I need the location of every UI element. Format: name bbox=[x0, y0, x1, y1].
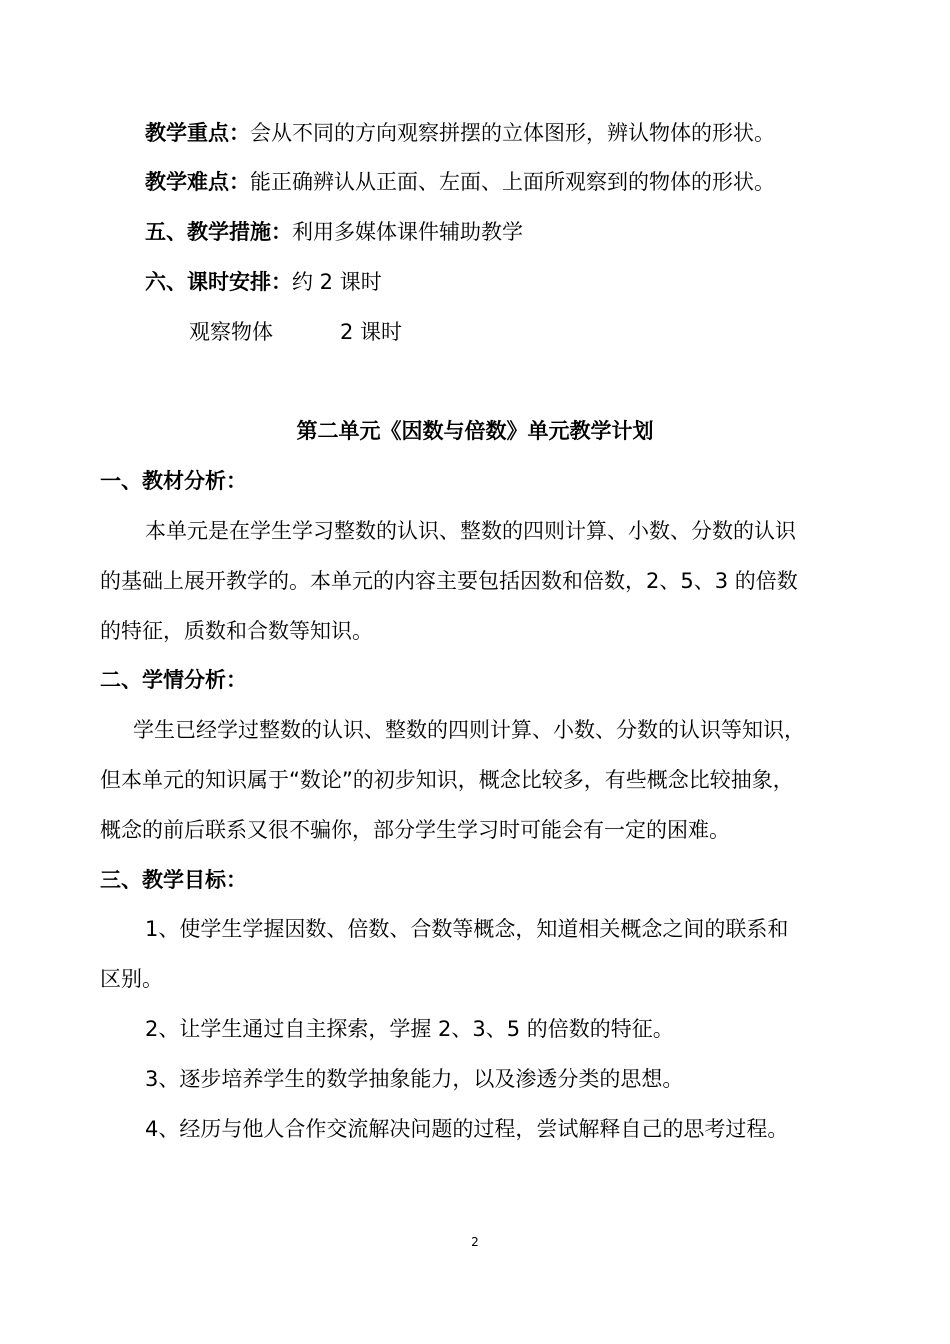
section-1-line-3: 的特征，质数和合数等知识。 bbox=[100, 619, 373, 643]
goal-4: 4、经历与他人合作交流解决问题的过程，尝试解释自己的思考过程。 bbox=[145, 1117, 789, 1141]
section-1-heading: 一、教材分析： bbox=[100, 469, 247, 493]
goal-3: 3、逐步培养学生的数学抽象能力，以及渗透分类的思想。 bbox=[145, 1067, 684, 1091]
difficulty-text: 能正确辨认从正面、左面、上面所观察到的物体的形状。 bbox=[250, 170, 775, 194]
measures-label: 五、教学措施： bbox=[145, 220, 292, 244]
section-2-line-3: 概念的前后联系又很不骗你，部分学生学习时可能会有一定的困难。 bbox=[100, 818, 730, 842]
schedule-label: 六、课时安排： bbox=[145, 270, 292, 294]
unit-title: 第二单元《因数与倍数》单元教学计划 bbox=[296, 419, 654, 443]
key-point-label: 教学重点： bbox=[145, 121, 250, 145]
schedule-item-hours: 2 课时 bbox=[340, 320, 403, 344]
difficulty-label: 教学难点： bbox=[145, 170, 250, 194]
measures-line bbox=[145, 217, 523, 247]
section-1-line-2: 的基础上展开教学的。本单元的内容主要包括因数和倍数，2、5、3 的倍数 bbox=[100, 569, 798, 593]
difficulty-line bbox=[145, 167, 775, 197]
section-2-line-1: 学生已经学过整数的认识、整数的四则计算、小数、分数的认识等知识， bbox=[133, 718, 805, 742]
schedule-item-name: 观察物体 bbox=[189, 320, 273, 344]
section-1-line-1: 本单元是在学生学习整数的认识、整数的四则计算、小数、分数的认识 bbox=[145, 519, 796, 543]
section-2-heading: 二、学情分析： bbox=[100, 668, 247, 692]
goal-1-line-1: 1、使学生学握因数、倍数、合数等概念，知道相关概念之间的联系和 bbox=[145, 917, 789, 941]
page-number: 2 bbox=[471, 1235, 479, 1249]
section-3-heading: 三、教学目标： bbox=[100, 868, 247, 892]
key-point-text: 会从不同的方向观察拼摆的立体图形，辨认物体的形状。 bbox=[250, 121, 775, 145]
key-point-line bbox=[145, 118, 775, 148]
section-2-line-2: 但本单元的知识属于“数论”的初步知识，概念比较多，有些概念比较抽象， bbox=[100, 768, 794, 792]
goal-1-line-2: 区别。 bbox=[100, 967, 163, 991]
measures-text: 利用多媒体课件辅助教学 bbox=[292, 220, 523, 244]
schedule-text: 约 2 课时 bbox=[292, 270, 382, 294]
schedule-line bbox=[145, 267, 382, 297]
goal-2: 2、让学生通过自主探索，学握 2、3、5 的倍数的特征。 bbox=[145, 1017, 674, 1041]
